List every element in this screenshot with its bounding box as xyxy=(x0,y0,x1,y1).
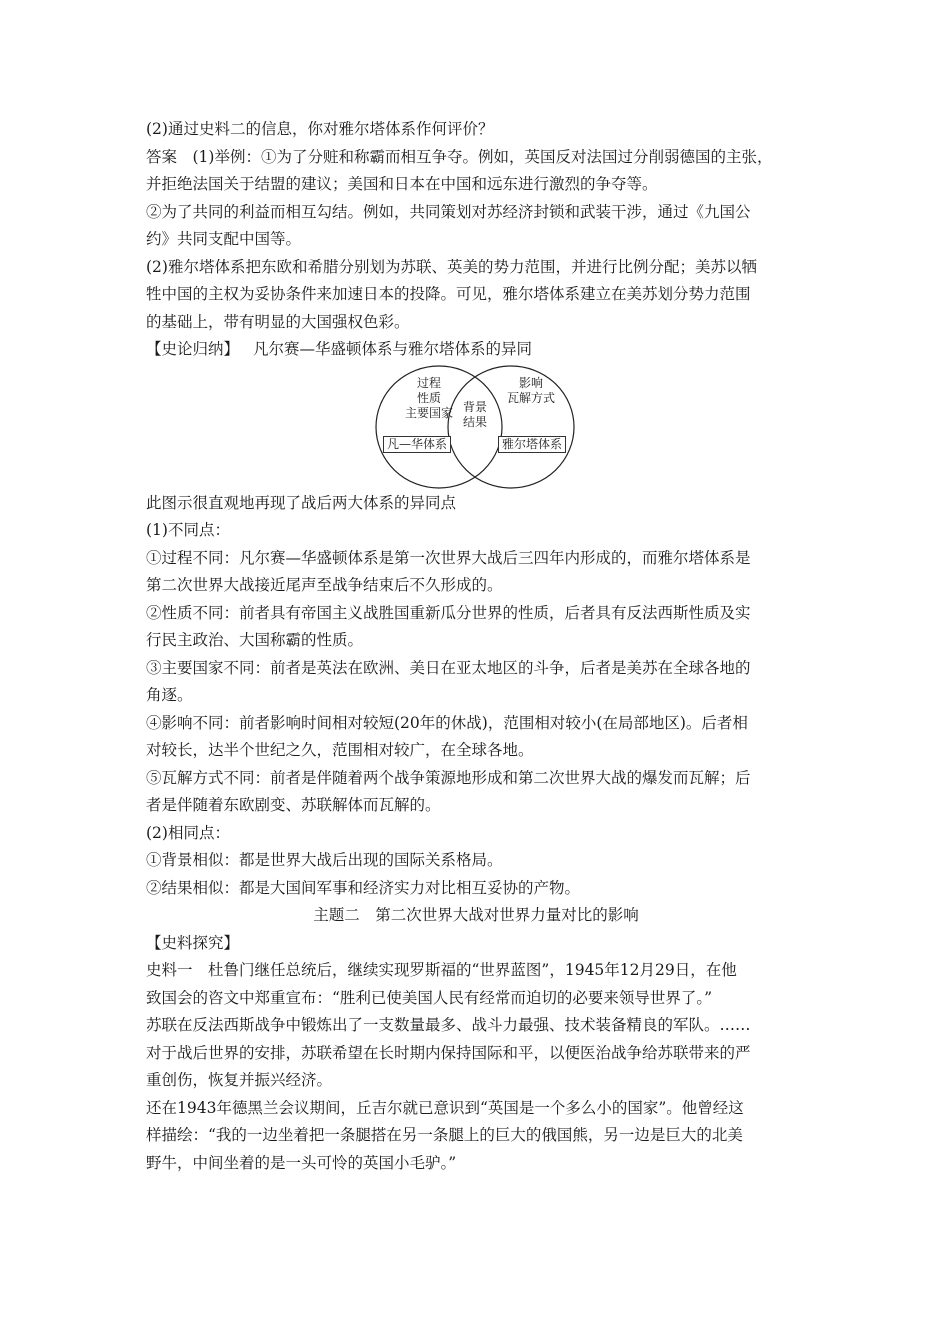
middle-label: 结果 xyxy=(462,414,487,429)
right-label: 瓦解方式 xyxy=(506,390,555,405)
explore-label: 【史料探究】 xyxy=(146,933,240,952)
text-line: 史料一 杜鲁门继任总统后，继续实现罗斯福的“世界蓝图”，1945年12月29日，在他 xyxy=(146,961,737,979)
venn-diagram xyxy=(374,364,576,490)
text-line: ⑤瓦解方式不同：前者是伴随着两个战争策源地形成和第二次世界大战的爆发而瓦解；后 xyxy=(146,768,751,787)
text-line: ①过程不同：凡尔赛—华盛顿体系是第一次世界大战后三四年内形成的，而雅尔塔体系是 xyxy=(146,548,751,567)
text-line: 样描绘：“我的一边坐着把一条腿搭在另一条腿上的巨大的俄国熊，另一边是巨大的北美 xyxy=(146,1126,743,1144)
text-line: 苏联在反法西斯战争中锻炼出了一支数量最多、战斗力最强、技术装备精良的军队。…… xyxy=(146,1016,751,1034)
summary-heading xyxy=(146,336,806,364)
text-line: 牲中国的主权为妥协条件来加速日本的投降。可见，雅尔塔体系建立在美苏划分势力范围 xyxy=(146,285,751,303)
text-line: ④影响不同：前者影响时间相对较短(20年的休战)，范围相对较小(在局部地区)。后者相 xyxy=(146,713,748,732)
text-line: (1)不同点： xyxy=(146,521,230,539)
summary-label: 【史论归纳】 xyxy=(146,340,240,358)
text-line: 的基础上，带有明显的大国强权色彩。 xyxy=(146,312,410,331)
left-label: 主要国家 xyxy=(404,405,453,420)
text-line: 者是伴随着东欧剧变、苏联解体而瓦解的。 xyxy=(146,796,441,814)
text-line: ②结果相似：都是大国间军事和经济实力对比相互妥协的产物。 xyxy=(146,878,581,897)
right-system-box: 雅尔塔体系 xyxy=(498,436,566,453)
right-label: 影响 xyxy=(518,375,543,390)
text-line: 并拒绝法国关于结盟的建议；美国和日本在中国和远东进行激烈的争夺等。 xyxy=(146,175,658,193)
text-line: 约》共同支配中国等。 xyxy=(146,230,302,248)
left-system-box: 凡—华体系 xyxy=(383,436,451,453)
text-line: ②性质不同：前者具有帝国主义战胜国重新瓜分世界的性质，后者具有反法西斯性质及实 xyxy=(146,603,751,622)
text-line: 答案 (1)举例：①为了分赃和称霸而相互争夺。例如，英国反对法国过分削弱德国的主张， xyxy=(146,147,773,166)
text-line: 重创伤，恢复并振兴经济。 xyxy=(146,1071,333,1089)
left-label: 过程 xyxy=(416,375,441,390)
text-line: 野牛，中间坐着的是一头可怜的英国小毛驴。” xyxy=(146,1153,457,1172)
venn-diagram-wrapper xyxy=(146,364,806,490)
text-line: (2)雅尔塔体系把东欧和希腊分别划为苏联、英美的势力范围，并进行比例分配；美苏以牺 xyxy=(146,257,757,276)
text-line: (2)相同点： xyxy=(146,823,230,842)
document-page xyxy=(146,116,806,1177)
text-line: 此图示很直观地再现了战后两大体系的异同点 xyxy=(146,493,457,512)
left-circle-labels xyxy=(400,376,458,421)
right-circle-labels xyxy=(502,376,560,406)
text-line: ②为了共同的利益而相互勾结。例如，共同策划对苏经济封锁和武装干涉，通过《九国公 xyxy=(146,202,751,221)
comparison-section xyxy=(146,490,806,903)
theme-title: 主题二 第二次世界大战对世界力量对比的影响 xyxy=(313,906,639,924)
text-line: ③主要国家不同：前者是英法在欧洲、美日在亚太地区的斗争，后者是美苏在全球各地的 xyxy=(146,658,751,677)
text-line: 第二次世界大战接近尾声至战争结束后不久形成的。 xyxy=(146,576,503,594)
text-line: 对于战后世界的安排，苏联希望在长时期内保持国际和平，以便医治战争给苏联带来的严 xyxy=(146,1043,751,1062)
middle-label: 背景 xyxy=(462,399,487,414)
text-line: 行民主政治、大国称霸的性质。 xyxy=(146,631,364,649)
source-section xyxy=(146,957,806,1177)
text-line: ①背景相似：都是世界大战后出现的国际关系格局。 xyxy=(146,851,503,869)
text-line: 对较长，达半个世纪之久，范围相对较广，在全球各地。 xyxy=(146,741,534,759)
answer-section xyxy=(146,116,806,336)
summary-title: 凡尔赛—华盛顿体系与雅尔塔体系的异同 xyxy=(253,340,533,358)
text-line: (2)通过史料二的信息，你对雅尔塔体系作何评价？ xyxy=(146,120,494,138)
text-line: 角逐。 xyxy=(146,686,193,704)
text-line: 致国会的咨文中郑重宣布：“胜利已使美国人民有经常而迫切的必要来领导世界了。” xyxy=(146,988,713,1007)
left-label: 性质 xyxy=(416,390,441,405)
text-line: 还在1943年德黑兰会议期间，丘吉尔就已意识到“英国是一个多么小的国家”。他曾经这 xyxy=(146,1098,744,1117)
middle-labels xyxy=(458,400,492,430)
